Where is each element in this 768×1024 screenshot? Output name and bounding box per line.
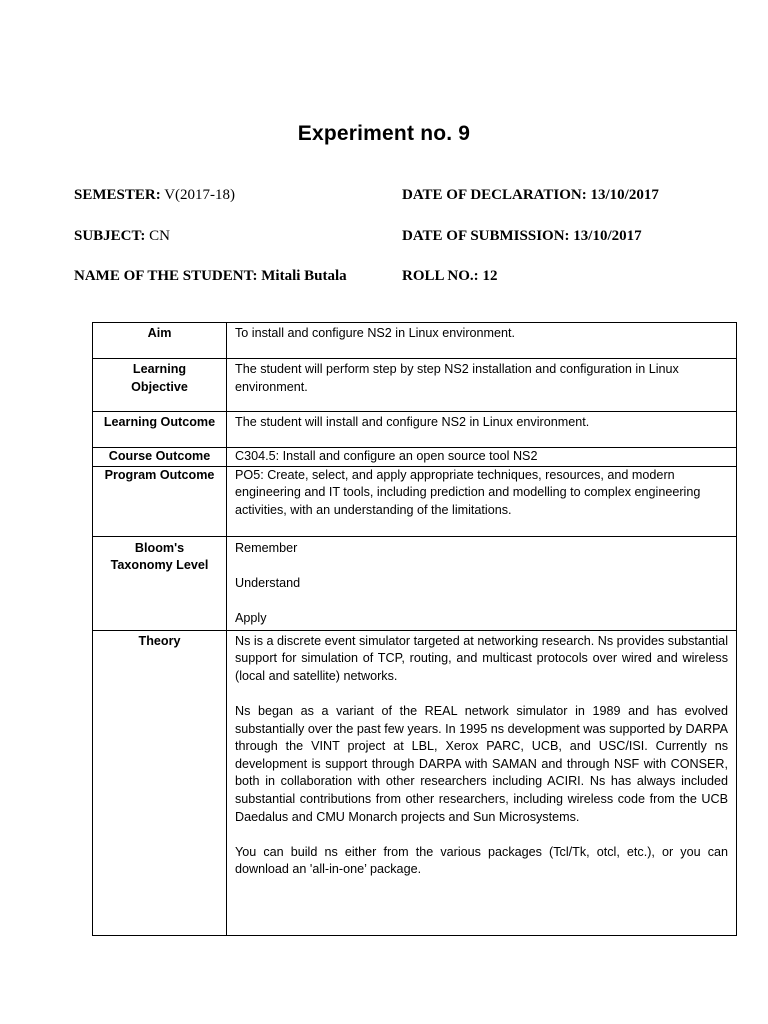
semester-label: SEMESTER:: [74, 187, 161, 203]
learning-outcome-value: The student will install and configure NS2 in Linux environment.: [227, 412, 737, 448]
table-row-learning-outcome: [93, 412, 737, 448]
blooms-taxonomy-label: [93, 536, 227, 630]
learning-objective-label: [93, 359, 227, 412]
semester-value: V(2017-18): [164, 187, 236, 203]
subject-label: SUBJECT:: [74, 228, 146, 244]
blooms-taxonomy-levels: [227, 536, 737, 630]
student-name-label: NAME OF THE STUDENT:: [74, 268, 258, 284]
table-row-aim: [93, 323, 737, 359]
table-row-blooms-taxonomy: [93, 536, 737, 630]
program-outcome-value: PO5: Create, select, and apply appropriate techniques, resources, and modern engineering and IT tools, including prediction and modelling to complex engineering activities, with an understanding of the limitations.: [227, 466, 737, 536]
subject-field: [74, 228, 170, 245]
learning-objective-value: The student will perform step by step NS2 installation and configuration in Linux environment.: [227, 359, 737, 412]
subject-value: CN: [149, 228, 170, 244]
student-name-field: [74, 268, 347, 285]
aim-value: To install and configure NS2 in Linux environment.: [227, 323, 737, 359]
course-outcome-value: C304.5: Install and configure an open source tool NS2: [227, 448, 737, 467]
blooms-label-line1: Bloom's: [134, 540, 185, 555]
blooms-level-remember: Remember: [235, 540, 298, 555]
learning-objective-label-line1: Learning: [132, 362, 187, 376]
table-row-theory: [93, 630, 737, 935]
blooms-label-line2: Taxonomy Level: [110, 558, 209, 573]
theory-paragraph-2: Ns began as a variant of the REAL network simulator in 1989 and has evolved substantially over the past few years. In 1995 ns development was supported by DARPA through the VINT project at LBL, Xerox PARC, UCB, and USC/ISI. Currently ns development is support through DARPA with SAMAN and through NSF with CONSER, both in collaboration with other researchers including ACIRI. Ns has always included substantial contributions from other researchers, including wireless code from the UCB Daedalus and CMU Monarch projects and Sun Microsystems.: [235, 703, 728, 824]
theory-paragraph-1: Ns is a discrete event simulator targeted at networking research. Ns provides substantial support for simulation of TCP, routing, and multicast protocols over wired and wireless (local and satellite) networks.: [235, 633, 728, 683]
aim-label: Aim: [93, 323, 227, 359]
theory-paragraph-3: You can build ns either from the various packages (Tcl/Tk, otcl, etc.), or you can download an 'all-in-one’ package.: [235, 844, 728, 877]
page-title: Experiment no. 9: [297, 122, 471, 145]
roll-no-value: 12: [482, 268, 498, 284]
student-name-value: Mitali Butala: [261, 268, 347, 284]
theory-content: [227, 630, 737, 935]
roll-no-label: ROLL NO.:: [402, 268, 479, 284]
semester-field: [74, 187, 235, 204]
submission-date-field: [402, 228, 642, 245]
roll-no-field: [402, 268, 497, 285]
table-row-learning-objective: [93, 359, 737, 412]
blooms-level-apply: Apply: [235, 610, 267, 625]
submission-date-label: DATE OF SUBMISSION:: [402, 228, 570, 244]
declaration-date-value: 13/10/2017: [590, 187, 659, 203]
experiment-info-table: [92, 322, 737, 936]
theory-label: Theory: [93, 630, 227, 935]
declaration-date-label: DATE OF DECLARATION:: [402, 187, 587, 203]
declaration-date-field: [402, 187, 659, 204]
learning-objective-label-line2: Objective: [131, 379, 188, 394]
table-row-program-outcome: [93, 466, 737, 536]
submission-date-value: 13/10/2017: [573, 228, 642, 244]
learning-outcome-label: Learning Outcome: [93, 412, 227, 448]
program-outcome-label: Program Outcome: [93, 466, 227, 536]
blooms-level-understand: Understand: [235, 575, 301, 590]
course-outcome-label: Course Outcome: [93, 448, 227, 467]
table-row-course-outcome: [93, 448, 737, 467]
